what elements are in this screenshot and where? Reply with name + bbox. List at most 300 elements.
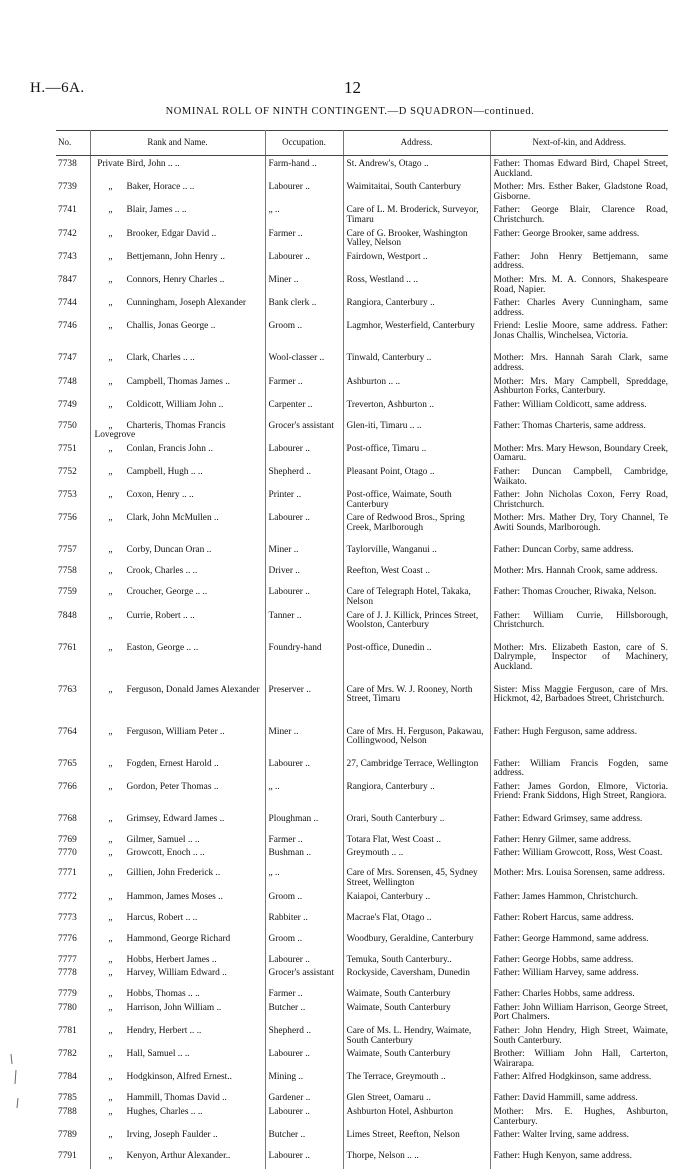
occupation: Wool-classer .. — [265, 350, 343, 373]
next-of-kin: Mother: Mrs. Hannah Crook, same address. — [490, 563, 668, 584]
rank: „ — [95, 815, 127, 825]
occupation: Labourer .. — [265, 441, 343, 464]
regimental-number: 7777 — [56, 952, 90, 966]
occupation: Farmer .. — [265, 986, 343, 1000]
occupation: Shepherd .. — [265, 464, 343, 487]
rank-and-name — [90, 931, 265, 952]
address: Rockyside, Caversham, Dunedin — [343, 965, 490, 986]
rank-and-name — [90, 1104, 265, 1127]
regimental-number: 7763 — [56, 682, 90, 724]
regimental-number: 7749 — [56, 397, 90, 418]
occupation: Farm-hand .. — [265, 156, 343, 180]
table-row — [56, 952, 668, 966]
table-row — [56, 156, 668, 180]
next-of-kin: Father: Hugh Kenyon, same address. — [490, 1148, 668, 1169]
rank-and-name — [90, 832, 265, 846]
address: Ross, Westland .. .. — [343, 272, 490, 295]
rank-and-name — [90, 682, 265, 724]
next-of-kin: Sister: Miss Maggie Ferguson, care of Mrs. Hickmot, 42, Barbadoes Street, Christchurch. — [490, 682, 668, 724]
table-row — [56, 1046, 668, 1069]
next-of-kin: Father: William Francis Fogden, same address. — [490, 756, 668, 779]
table-row — [56, 756, 668, 779]
regimental-number: 7748 — [56, 374, 90, 397]
soldier-name: Hobbs, Herbert James .. — [127, 955, 217, 965]
table-row — [56, 441, 668, 464]
rank-and-name — [90, 156, 265, 180]
table-row — [56, 1000, 668, 1023]
rank: „ — [95, 783, 127, 793]
soldier-name: Campbell, Thomas James .. — [127, 377, 230, 387]
regimental-number: 7750 — [56, 418, 90, 441]
next-of-kin: Mother: Mrs. Esther Baker, Gladstone Road, Gisborne. — [490, 179, 668, 202]
page-number: 12 — [344, 78, 361, 98]
table-row — [56, 487, 668, 510]
regimental-number: 7758 — [56, 563, 90, 584]
address: 27, Cambridge Terrace, Wellington — [343, 756, 490, 779]
next-of-kin: Father: John Nicholas Coxon, Ferry Road, Christchurch. — [490, 487, 668, 510]
rank: „ — [95, 230, 127, 240]
table-row — [56, 1090, 668, 1104]
table-row — [56, 724, 668, 756]
rank-and-name — [90, 295, 265, 318]
regimental-number: 7769 — [56, 832, 90, 846]
address: Waimitaitai, South Canterbury — [343, 179, 490, 202]
regimental-number: 7761 — [56, 640, 90, 682]
next-of-kin: Mother: Mrs. Hannah Sarah Clark, same address. — [490, 350, 668, 373]
table-row — [56, 811, 668, 832]
rank-and-name — [90, 374, 265, 397]
table-row — [56, 910, 668, 931]
occupation: Groom .. — [265, 931, 343, 952]
occupation: Driver .. — [265, 563, 343, 584]
table-row — [56, 510, 668, 542]
rank-and-name — [90, 1023, 265, 1046]
regimental-number: 7739 — [56, 179, 90, 202]
rank: „ — [95, 445, 127, 455]
column-header-address: Address. — [343, 131, 490, 156]
rank-and-name — [90, 510, 265, 542]
soldier-name: Hall, Samuel .. .. — [127, 1049, 190, 1059]
soldier-name: Bird, John .. .. — [127, 159, 180, 169]
next-of-kin: Friend: Leslie Moore, same address. Father: Jonas Challis, Winchelsea, Victoria. — [490, 318, 668, 350]
rank: „ — [95, 869, 127, 879]
table-row — [56, 226, 668, 249]
rank-and-name — [90, 724, 265, 756]
next-of-kin: Father: James Hammon, Christchurch. — [490, 889, 668, 910]
address: Care of Telegraph Hotel, Takaka, Nelson — [343, 584, 490, 607]
address: Glen-iti, Timaru .. .. — [343, 418, 490, 441]
regimental-number: 7772 — [56, 889, 90, 910]
occupation: Butcher .. — [265, 1127, 343, 1148]
rank-and-name — [90, 202, 265, 225]
next-of-kin: Mother: Mrs. E. Hughes, Ashburton, Canterbury. — [490, 1104, 668, 1127]
regimental-number: 7738 — [56, 156, 90, 180]
address: Waimate, South Canterbury — [343, 1046, 490, 1069]
soldier-name: Campbell, Hugh .. .. — [127, 467, 203, 477]
next-of-kin: Father: John William Harrison, George Street, Port Chalmers. — [490, 1000, 668, 1023]
next-of-kin: Mother: Mrs. Mather Dry, Tory Channel, Te Awiti Sounds, Marlborough. — [490, 510, 668, 542]
address: Thorpe, Nelson .. .. — [343, 1148, 490, 1169]
occupation: Labourer .. — [265, 510, 343, 542]
soldier-name: Hammill, Thomas David .. — [127, 1093, 227, 1103]
soldier-name: Irving, Joseph Faulder .. — [127, 1130, 218, 1140]
regimental-number: 7781 — [56, 1023, 90, 1046]
soldier-name: Hammond, George Richard — [127, 934, 231, 944]
rank-and-name — [90, 487, 265, 510]
next-of-kin: Father: William Coldicott, same address. — [490, 397, 668, 418]
rank: „ — [95, 322, 127, 332]
table-row — [56, 563, 668, 584]
next-of-kin: Father: James Gordon, Elmore, Victoria. Friend: Frank Siddons, High Street, Rangiora. — [490, 779, 668, 811]
rank: „ — [95, 1131, 127, 1141]
regimental-number: 7776 — [56, 931, 90, 952]
table-body — [56, 156, 668, 1169]
regimental-number: 7771 — [56, 865, 90, 888]
soldier-name: Hendry, Herbert .. .. — [127, 1026, 202, 1036]
rank: „ — [95, 914, 127, 924]
soldier-name: Ferguson, William Peter .. — [127, 727, 225, 737]
regimental-number: 7756 — [56, 510, 90, 542]
rank: „ — [95, 276, 127, 286]
address: St. Andrew's, Otago .. — [343, 156, 490, 180]
rank-and-name — [90, 865, 265, 888]
occupation: „ .. — [265, 202, 343, 225]
occupation: Labourer .. — [265, 1046, 343, 1069]
soldier-name: Baker, Horace .. .. — [127, 182, 195, 192]
next-of-kin: Father: David Hammill, same address. — [490, 1090, 668, 1104]
rank-and-name — [90, 1069, 265, 1090]
occupation: „ .. — [265, 865, 343, 888]
table-row — [56, 832, 668, 846]
rank-and-name — [90, 910, 265, 931]
soldier-name: Grimsey, Edward James .. — [127, 814, 225, 824]
regimental-number: 7791 — [56, 1148, 90, 1169]
address: Ashburton .. .. — [343, 374, 490, 397]
next-of-kin: Father: William Harvey, same address. — [490, 965, 668, 986]
address: Tinwald, Canterbury .. — [343, 350, 490, 373]
regimental-number: 7764 — [56, 724, 90, 756]
regimental-number: 7779 — [56, 986, 90, 1000]
rank: „ — [95, 1152, 127, 1162]
table-header-row — [56, 131, 668, 156]
table-row — [56, 1148, 668, 1169]
soldier-name: Clark, John McMullen .. — [127, 513, 219, 523]
address: Care of G. Brooker, Washington Valley, Nelson — [343, 226, 490, 249]
occupation: Miner .. — [265, 724, 343, 756]
address: Care of Redwood Bros., Spring Creek, Marlborough — [343, 510, 490, 542]
rank: „ — [95, 401, 127, 411]
page-title: NOMINAL ROLL OF NINTH CONTINGENT.—D SQUADRON—continued. — [0, 106, 700, 117]
rank: „ — [95, 990, 127, 1000]
soldier-name: Croucher, George .. .. — [127, 587, 208, 597]
table-row — [56, 584, 668, 607]
table-row — [56, 931, 668, 952]
soldier-name: Challis, Jonas George .. — [127, 321, 216, 331]
address: Rangiora, Canterbury .. — [343, 295, 490, 318]
rank-and-name — [90, 640, 265, 682]
rank-and-name — [90, 608, 265, 640]
regimental-number: 7778 — [56, 965, 90, 986]
occupation: Labourer .. — [265, 1104, 343, 1127]
regimental-number: 7765 — [56, 756, 90, 779]
soldier-name: Hughes, Charles .. .. — [127, 1107, 203, 1117]
address: Taylorville, Wanganui .. — [343, 542, 490, 563]
regimental-number: 7785 — [56, 1090, 90, 1104]
rank: „ — [95, 935, 127, 945]
rank-and-name — [90, 1127, 265, 1148]
table-row — [56, 889, 668, 910]
address: Kaiapoi, Canterbury .. — [343, 889, 490, 910]
rank: „ — [95, 183, 127, 193]
rank-and-name — [90, 249, 265, 272]
regimental-number: 7770 — [56, 845, 90, 865]
regimental-number: 7780 — [56, 1000, 90, 1023]
regimental-number: 7744 — [56, 295, 90, 318]
soldier-name: Clark, Charles .. .. — [127, 353, 195, 363]
occupation: Farmer .. — [265, 226, 343, 249]
rank: „ — [95, 836, 127, 846]
next-of-kin: Mother: Mrs. Mary Campbell, Spreddage, Ashburton Forks, Canterbury. — [490, 374, 668, 397]
rank: „ — [95, 893, 127, 903]
next-of-kin: Father: Thomas Croucher, Riwaka, Nelson. — [490, 584, 668, 607]
table-row — [56, 318, 668, 350]
table-row — [56, 1069, 668, 1090]
occupation: Grocer's assistant — [265, 418, 343, 441]
soldier-name: Hammon, James Moses .. — [127, 892, 223, 902]
occupation: Rabbiter .. — [265, 910, 343, 931]
address: The Terrace, Greymouth .. — [343, 1069, 490, 1090]
next-of-kin: Father: Charles Avery Cunningham, same address. — [490, 295, 668, 318]
regimental-number: 7847 — [56, 272, 90, 295]
rank: „ — [95, 514, 127, 524]
soldier-name: Gordon, Peter Thomas .. — [127, 782, 219, 792]
rank: „ — [95, 422, 127, 432]
rank: „ — [95, 206, 127, 216]
address: Care of Mrs. W. J. Rooney, North Street, Timaru — [343, 682, 490, 724]
rank-and-name — [90, 986, 265, 1000]
rank: „ — [95, 728, 127, 738]
page-reference: H.—6A. — [30, 80, 85, 97]
address: Totara Flat, West Coast .. — [343, 832, 490, 846]
table-row — [56, 865, 668, 888]
address: Reefton, West Coast .. — [343, 563, 490, 584]
soldier-name: Bettjemann, John Henry .. — [127, 252, 225, 262]
next-of-kin: Father: Thomas Edward Bird, Chapel Street, Auckland. — [490, 156, 668, 180]
regimental-number: 7743 — [56, 249, 90, 272]
table-row — [56, 779, 668, 811]
table-row — [56, 1127, 668, 1148]
regimental-number: 7788 — [56, 1104, 90, 1127]
address: Post-office, Dunedin .. — [343, 640, 490, 682]
rank-and-name — [90, 272, 265, 295]
occupation: Shepherd .. — [265, 1023, 343, 1046]
table-row — [56, 202, 668, 225]
occupation: Groom .. — [265, 889, 343, 910]
soldier-name: Harvey, William Edward .. — [127, 968, 227, 978]
rank: „ — [95, 1027, 127, 1037]
occupation: Mining .. — [265, 1069, 343, 1090]
address: Care of Mrs. H. Ferguson, Pakawau, Collingwood, Nelson — [343, 724, 490, 756]
table-row — [56, 1104, 668, 1127]
occupation: Tanner .. — [265, 608, 343, 640]
table-row — [56, 374, 668, 397]
rank: „ — [95, 354, 127, 364]
next-of-kin: Father: George Brooker, same address. — [490, 226, 668, 249]
rank: „ — [95, 956, 127, 966]
occupation: Labourer .. — [265, 249, 343, 272]
soldier-name: Kenyon, Arthur Alexander.. — [127, 1151, 231, 1161]
rank: „ — [95, 849, 127, 859]
rank-and-name — [90, 397, 265, 418]
next-of-kin: Father: George Hobbs, same address. — [490, 952, 668, 966]
rank-and-name — [90, 952, 265, 966]
table-row — [56, 464, 668, 487]
table-row — [56, 965, 668, 986]
regimental-number: 7766 — [56, 779, 90, 811]
regimental-number: 7747 — [56, 350, 90, 373]
rank: Private — [95, 160, 127, 170]
next-of-kin: Father: Duncan Campbell, Cambridge, Waikato. — [490, 464, 668, 487]
table-row — [56, 350, 668, 373]
next-of-kin: Father: Alfred Hodgkinson, same address. — [490, 1069, 668, 1090]
regimental-number: 7848 — [56, 608, 90, 640]
table-row — [56, 295, 668, 318]
rank-and-name — [90, 811, 265, 832]
rank-and-name — [90, 756, 265, 779]
occupation: Preserver .. — [265, 682, 343, 724]
nominal-roll-table — [56, 130, 668, 1169]
table-row — [56, 179, 668, 202]
address: Fairdown, Westport .. — [343, 249, 490, 272]
regimental-number: 7753 — [56, 487, 90, 510]
next-of-kin: Father: George Hammond, same address. — [490, 931, 668, 952]
column-header-rank-name: Rank and Name. — [90, 131, 265, 156]
regimental-number: 7741 — [56, 202, 90, 225]
address: Post-office, Timaru .. — [343, 441, 490, 464]
regimental-number: 7782 — [56, 1046, 90, 1069]
occupation: Labourer .. — [265, 179, 343, 202]
soldier-name: Corby, Duncan Oran .. — [127, 545, 212, 555]
rank: „ — [95, 1108, 127, 1118]
rank-and-name — [90, 1148, 265, 1169]
soldier-name: Growcott, Enoch .. .. — [127, 848, 205, 858]
occupation: Printer .. — [265, 487, 343, 510]
next-of-kin: Father: Edward Grimsey, same address. — [490, 811, 668, 832]
column-header-next-of-kin: Next-of-kin, and Address. — [490, 131, 668, 156]
occupation: Butcher .. — [265, 1000, 343, 1023]
rank-and-name — [90, 889, 265, 910]
soldier-name: Easton, George .. .. — [127, 643, 199, 653]
occupation: Miner .. — [265, 272, 343, 295]
soldier-name: Gillien, John Frederick .. — [127, 868, 221, 878]
occupation: Farmer .. — [265, 832, 343, 846]
address: Woodbury, Geraldine, Canterbury — [343, 931, 490, 952]
occupation: Bank clerk .. — [265, 295, 343, 318]
next-of-kin: Father: William Currie, Hillsborough, Christchurch. — [490, 608, 668, 640]
address: Care of J. J. Killick, Princes Street, Woolston, Canterbury — [343, 608, 490, 640]
regimental-number: 7789 — [56, 1127, 90, 1148]
next-of-kin: Father: Thomas Charteris, same address. — [490, 418, 668, 441]
table-row — [56, 608, 668, 640]
rank-and-name — [90, 1046, 265, 1069]
table-row — [56, 682, 668, 724]
regimental-number: 7746 — [56, 318, 90, 350]
regimental-number: 7752 — [56, 464, 90, 487]
occupation: „ .. — [265, 779, 343, 811]
address: Care of L. M. Broderick, Surveyor, Timaru — [343, 202, 490, 225]
occupation: Groom .. — [265, 318, 343, 350]
rank: „ — [95, 378, 127, 388]
next-of-kin: Father: Charles Hobbs, same address. — [490, 986, 668, 1000]
address: Treverton, Ashburton .. — [343, 397, 490, 418]
table-row — [56, 542, 668, 563]
next-of-kin: Father: George Blair, Clarence Road, Christchurch. — [490, 202, 668, 225]
address: Rangiora, Canterbury .. — [343, 779, 490, 811]
rank-and-name — [90, 1000, 265, 1023]
address: Orari, South Canterbury .. — [343, 811, 490, 832]
rank: „ — [95, 969, 127, 979]
column-header-occupation: Occupation. — [265, 131, 343, 156]
rank: „ — [95, 760, 127, 770]
rank-and-name — [90, 584, 265, 607]
address: Care of Ms. L. Hendry, Waimate, South Canterbury — [343, 1023, 490, 1046]
rank-and-name — [90, 965, 265, 986]
rank-and-name — [90, 464, 265, 487]
occupation: Foundry-hand — [265, 640, 343, 682]
soldier-name: Blair, James .. .. — [127, 205, 187, 215]
column-header-no: No. — [56, 131, 90, 156]
address: Lagmhor, Westerfield, Canterbury — [343, 318, 490, 350]
rank-and-name — [90, 779, 265, 811]
table-row — [56, 249, 668, 272]
occupation: Carpenter .. — [265, 397, 343, 418]
soldier-name: Currie, Robert .. .. — [127, 611, 195, 621]
address: Macrae's Flat, Otago .. — [343, 910, 490, 931]
rank: „ — [95, 1050, 127, 1060]
rank: „ — [95, 491, 127, 501]
rank-and-name — [90, 350, 265, 373]
regimental-number: 7773 — [56, 910, 90, 931]
rank: „ — [95, 588, 127, 598]
next-of-kin: Father: John Hendry, High Street, Waimate, South Canterbury. — [490, 1023, 668, 1046]
address: Post-office, Waimate, South Canterbury — [343, 487, 490, 510]
occupation: Labourer .. — [265, 952, 343, 966]
rank: „ — [95, 686, 127, 696]
regimental-number: 7742 — [56, 226, 90, 249]
soldier-name: Ferguson, Donald James Alexander — [127, 685, 260, 695]
occupation: Labourer .. — [265, 584, 343, 607]
rank: „ — [95, 1073, 127, 1083]
soldier-name: Hodgkinson, Alfred Ernest.. — [127, 1072, 232, 1082]
occupation: Bushman .. — [265, 845, 343, 865]
regimental-number: 7751 — [56, 441, 90, 464]
next-of-kin: Father: Henry Gilmer, same address. — [490, 832, 668, 846]
rank: „ — [95, 612, 127, 622]
rank-and-name — [90, 318, 265, 350]
rank-and-name — [90, 845, 265, 865]
soldier-name: Charteris, Thomas Francis Lovegrove — [95, 421, 226, 441]
next-of-kin: Mother: Mrs. M. A. Connors, Shakespeare Road, Napier. — [490, 272, 668, 295]
address: Glen Street, Oamaru .. — [343, 1090, 490, 1104]
soldier-name: Coldicott, William John .. — [127, 400, 224, 410]
soldier-name: Crook, Charles .. .. — [127, 566, 198, 576]
address: Waimate, South Canterbury — [343, 1000, 490, 1023]
rank-and-name — [90, 418, 265, 441]
rank: „ — [95, 1094, 127, 1104]
address: Temuka, South Canterbury.. — [343, 952, 490, 966]
rank-and-name — [90, 563, 265, 584]
next-of-kin: Brother: William John Hall, Carterton, Wairarapa. — [490, 1046, 668, 1069]
